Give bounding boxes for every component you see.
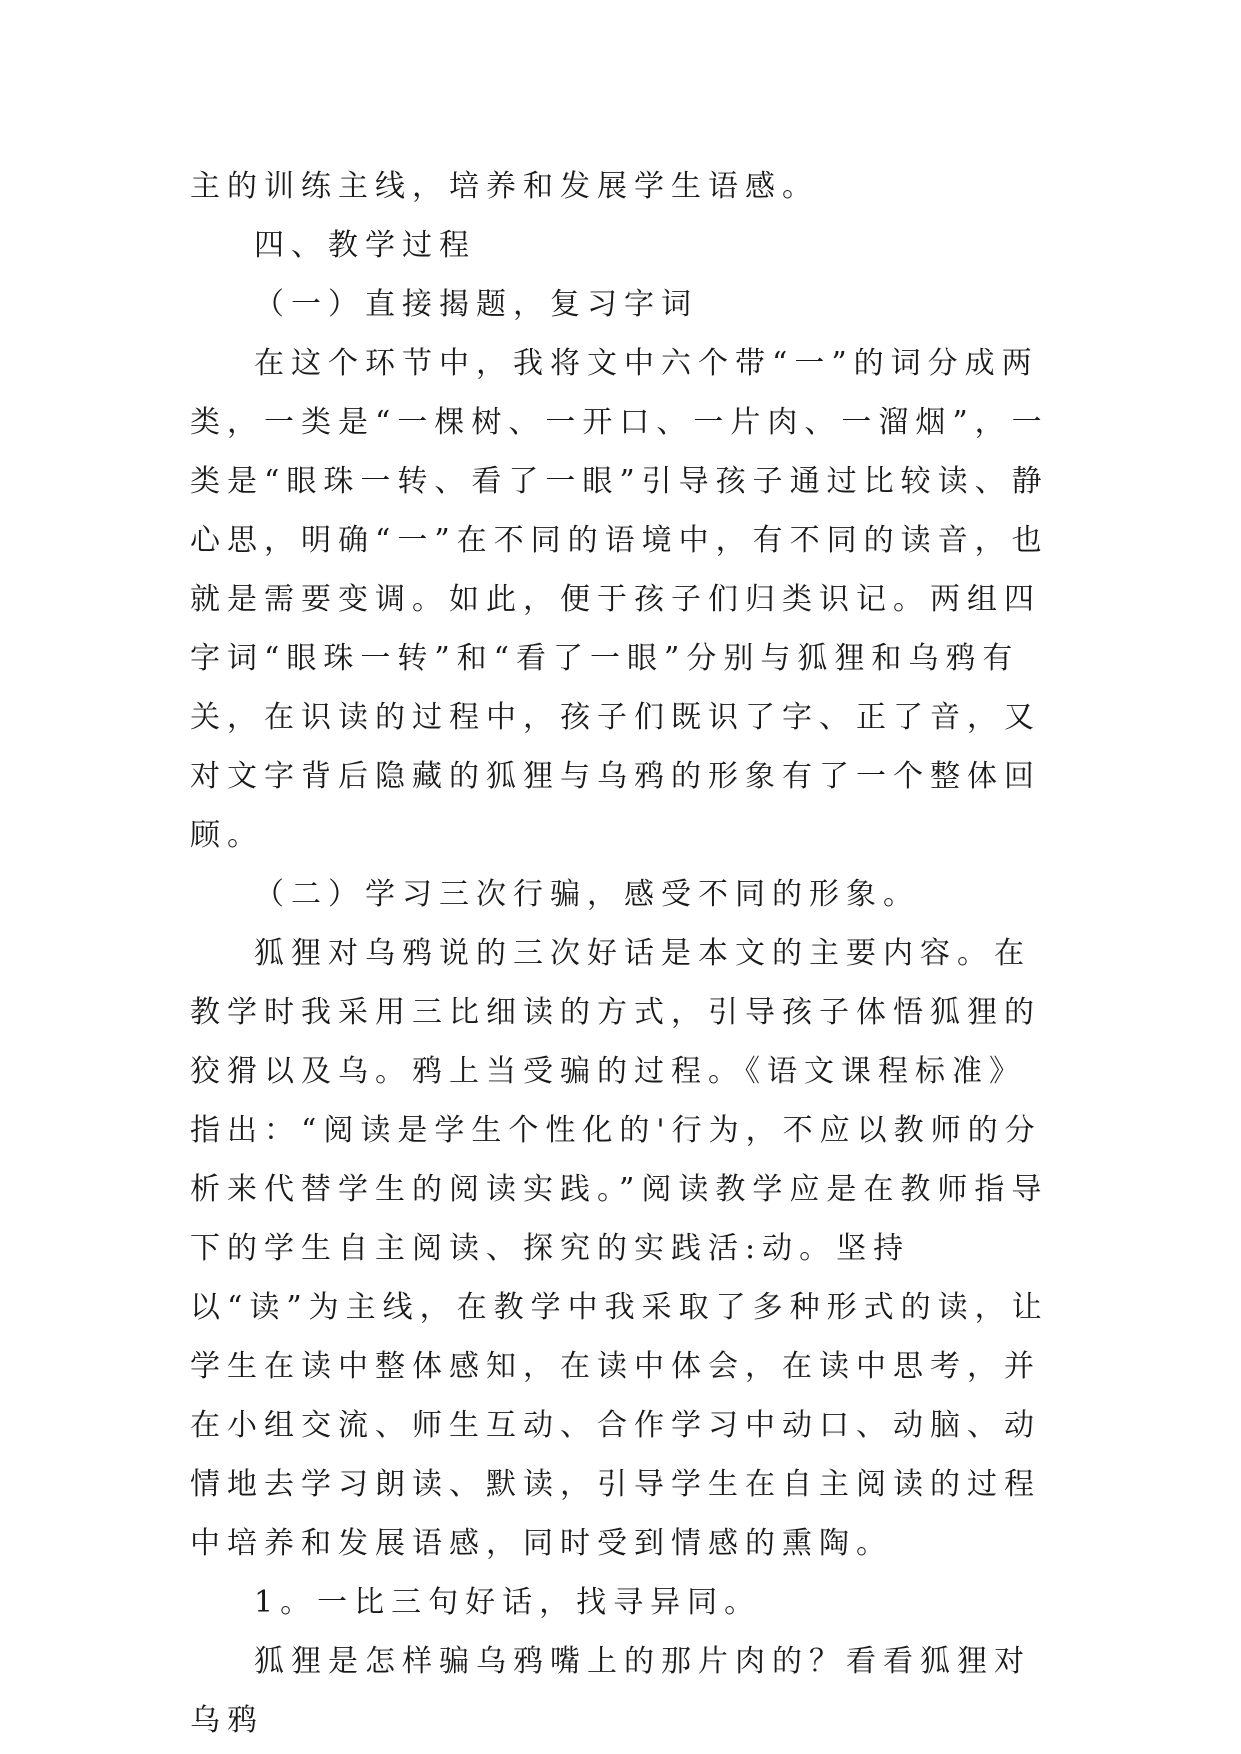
paragraph: 狐狸是怎样骗乌鸦嘴上的那片肉的？看看狐狸对乌鸦 [190, 1644, 1031, 1738]
section-heading: 四、教学过程 [254, 228, 476, 263]
paragraph: 狐狸对乌鸦说的三次好话是本文的主要内容。在教学时我采用三比细读的方式，引导孩子体悟狐狸的狡猾以及乌。鸦上当受骗的过程。《语文课程标准》指出：“阅读是学生个性化的'行为，不应以教师的分析来代替学生的阅读实践。”阅读教学应是在教师指导下的学生自主阅读、探究的实践活:动。坚持以“读”为主线，在教学中我采取了多种形式的读，让学生在读中整体感知，在读中体会，在读中思考，并在小组交流、师生互动、合作学习中动口、动脑、动情地去学习朗读、默读，引导学生在自主阅读的过程中培养和发展语感，同时受到情感的熏陶。 [190, 936, 1049, 1561]
subsection-heading-2: （二）学习三次行骗，感受不同的形象。 [254, 877, 920, 912]
paragraph: 在这个环节中，我将文中六个带“一”的词分成两类，一类是“一棵树、一开口、一片肉、一溜烟”，一类是“眼珠一转、看了一眼”引导孩子通过比较读、静心思，明确“一”在不同的语境中，有不同的读音，也就是需要变调。如此，便于孩子们归类识记。两组四字词“眼珠一转”和“看了一眼”分别与狐狸和乌鸦有关，在识读的过程中，孩子们既识了字、正了音，又对文字背后隐藏的狐狸与乌鸦的形象有了一个整体回顾。 [190, 346, 1049, 853]
list-item-heading: 1。一比三句好话，找寻异同。 [254, 1585, 762, 1620]
paragraph-continuation: 主的训练主线，培养和发展学生语感。 [190, 169, 819, 204]
document-body [190, 157, 1060, 1750]
subsection-heading-1: （一）直接揭题，复习字词 [254, 287, 698, 322]
